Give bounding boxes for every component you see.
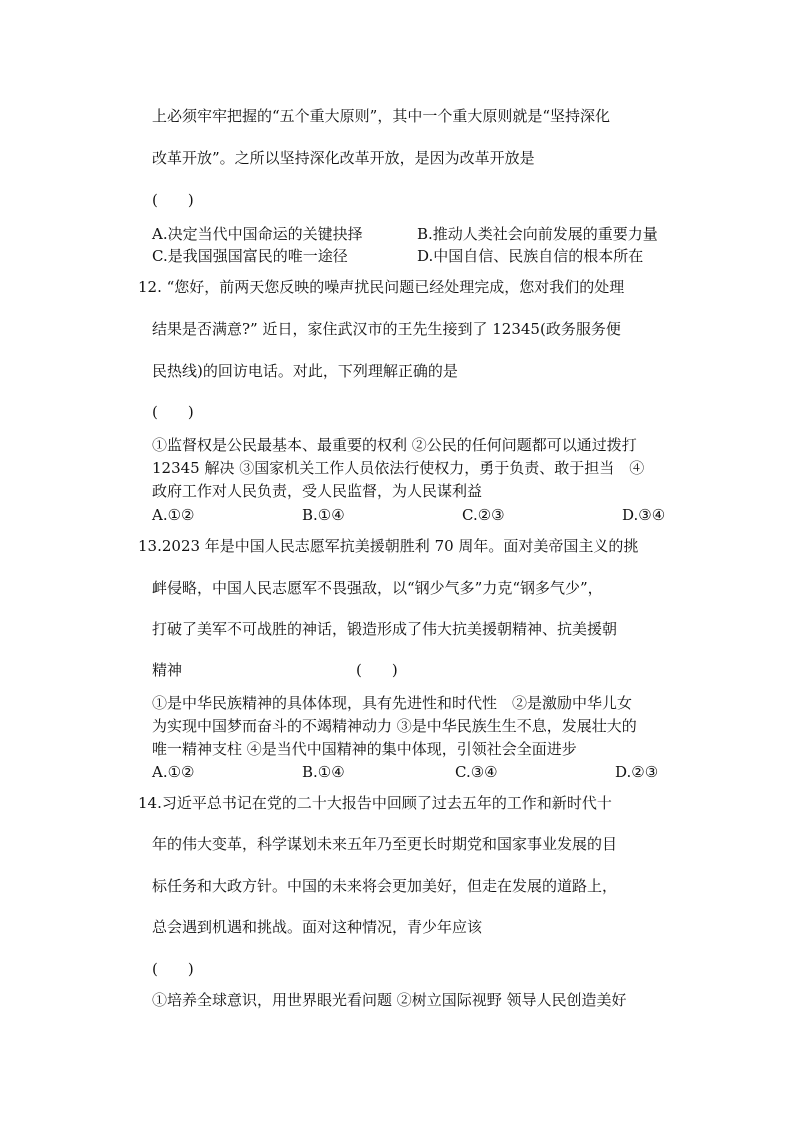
- option-a: A.①②: [152, 506, 195, 524]
- question-stem-line: 14.习近平总书记在党的二十大报告中回顾了过去五年的工作和新时代十: [138, 794, 612, 812]
- option-b: B.①④: [302, 763, 345, 781]
- question-stem-line: 上必须牢牢把握的“五个重大原则”，其中一个重大原则就是“坚持深化: [152, 107, 611, 125]
- question-stem-line: 民热线)的回访电话。对此，下列理解正确的是: [152, 362, 458, 380]
- statement-line: ①培养全球意识，用世界眼光看问题 ②树立国际视野 领导人民创造美好: [152, 991, 627, 1009]
- option-c: C.是我国强国富民的唯一途径: [152, 247, 348, 265]
- answer-blank: ( ): [152, 403, 194, 421]
- answer-blank: ( ): [356, 661, 398, 679]
- option-a: A.①②: [152, 763, 195, 781]
- option-a: A.决定当代中国命运的关键抉择: [152, 225, 363, 243]
- option-c: C.③④: [455, 763, 498, 781]
- question-stem-line: 改革开放”。之所以坚持深化改革开放，是因为改革开放是: [152, 149, 535, 167]
- option-b: B.①④: [302, 506, 345, 524]
- option-d: D.②③: [615, 763, 659, 781]
- question-stem-line: 年的伟大变革，科学谋划未来五年乃至更长时期党和国家事业发展的目: [152, 835, 618, 853]
- statement-line: 唯一精神支柱 ④是当代中国精神的集中体现，引领社会全面进步: [152, 740, 577, 758]
- statement-line: ①是中华民族精神的具体体现，具有先进性和时代性 ②是激励中华儿女: [152, 694, 633, 712]
- option-d: D.中国自信、民族自信的根本所在: [417, 247, 644, 265]
- question-stem-line: 结果是否满意?” 近日，家住武汉市的王先生接到了 12345(政务服务便: [152, 320, 621, 338]
- option-d: D.③④: [622, 506, 666, 524]
- option-b: B.推动人类社会向前发展的重要力量: [417, 225, 658, 243]
- question-stem-line: 衅侵略，中国人民志愿军不畏强敌，以“钢少气多”力克“钢多气少”，: [152, 579, 603, 597]
- question-stem-line: 12. “您好，前两天您反映的噪声扰民问题已经处理完成，您对我们的处理: [138, 278, 625, 296]
- statement-line: 为实现中国梦而奋斗的不竭精神动力 ③是中华民族生生不息，发展壮大的: [152, 717, 637, 735]
- option-c: C.②③: [462, 506, 505, 524]
- answer-blank: ( ): [152, 960, 194, 978]
- question-stem-line: 13.2023 年是中国人民志愿军抗美援朝胜利 70 周年。面对美帝国主义的挑: [138, 537, 639, 555]
- statement-line: 政府工作对人民负责，受人民监督，为人民谋利益: [152, 482, 483, 500]
- question-stem-line: 总会遇到机遇和挑战。面对这种情况，青少年应该: [152, 918, 483, 936]
- statement-line: 12345 解决 ③国家机关工作人员依法行使权力，勇于负责、敢于担当 ④: [152, 459, 645, 477]
- question-stem-line: 精神: [152, 661, 183, 679]
- question-stem-line: 打破了美军不可战胜的神话，锻造形成了伟大抗美援朝精神、抗美援朝: [152, 620, 618, 638]
- answer-blank: ( ): [152, 191, 194, 209]
- statement-line: ①监督权是公民最基本、最重要的权利 ②公民的任何问题都可以通过拨打: [152, 436, 637, 454]
- question-stem-line: 标任务和大政方针。中国的未来将会更加美好，但走在发展的道路上，: [152, 877, 618, 895]
